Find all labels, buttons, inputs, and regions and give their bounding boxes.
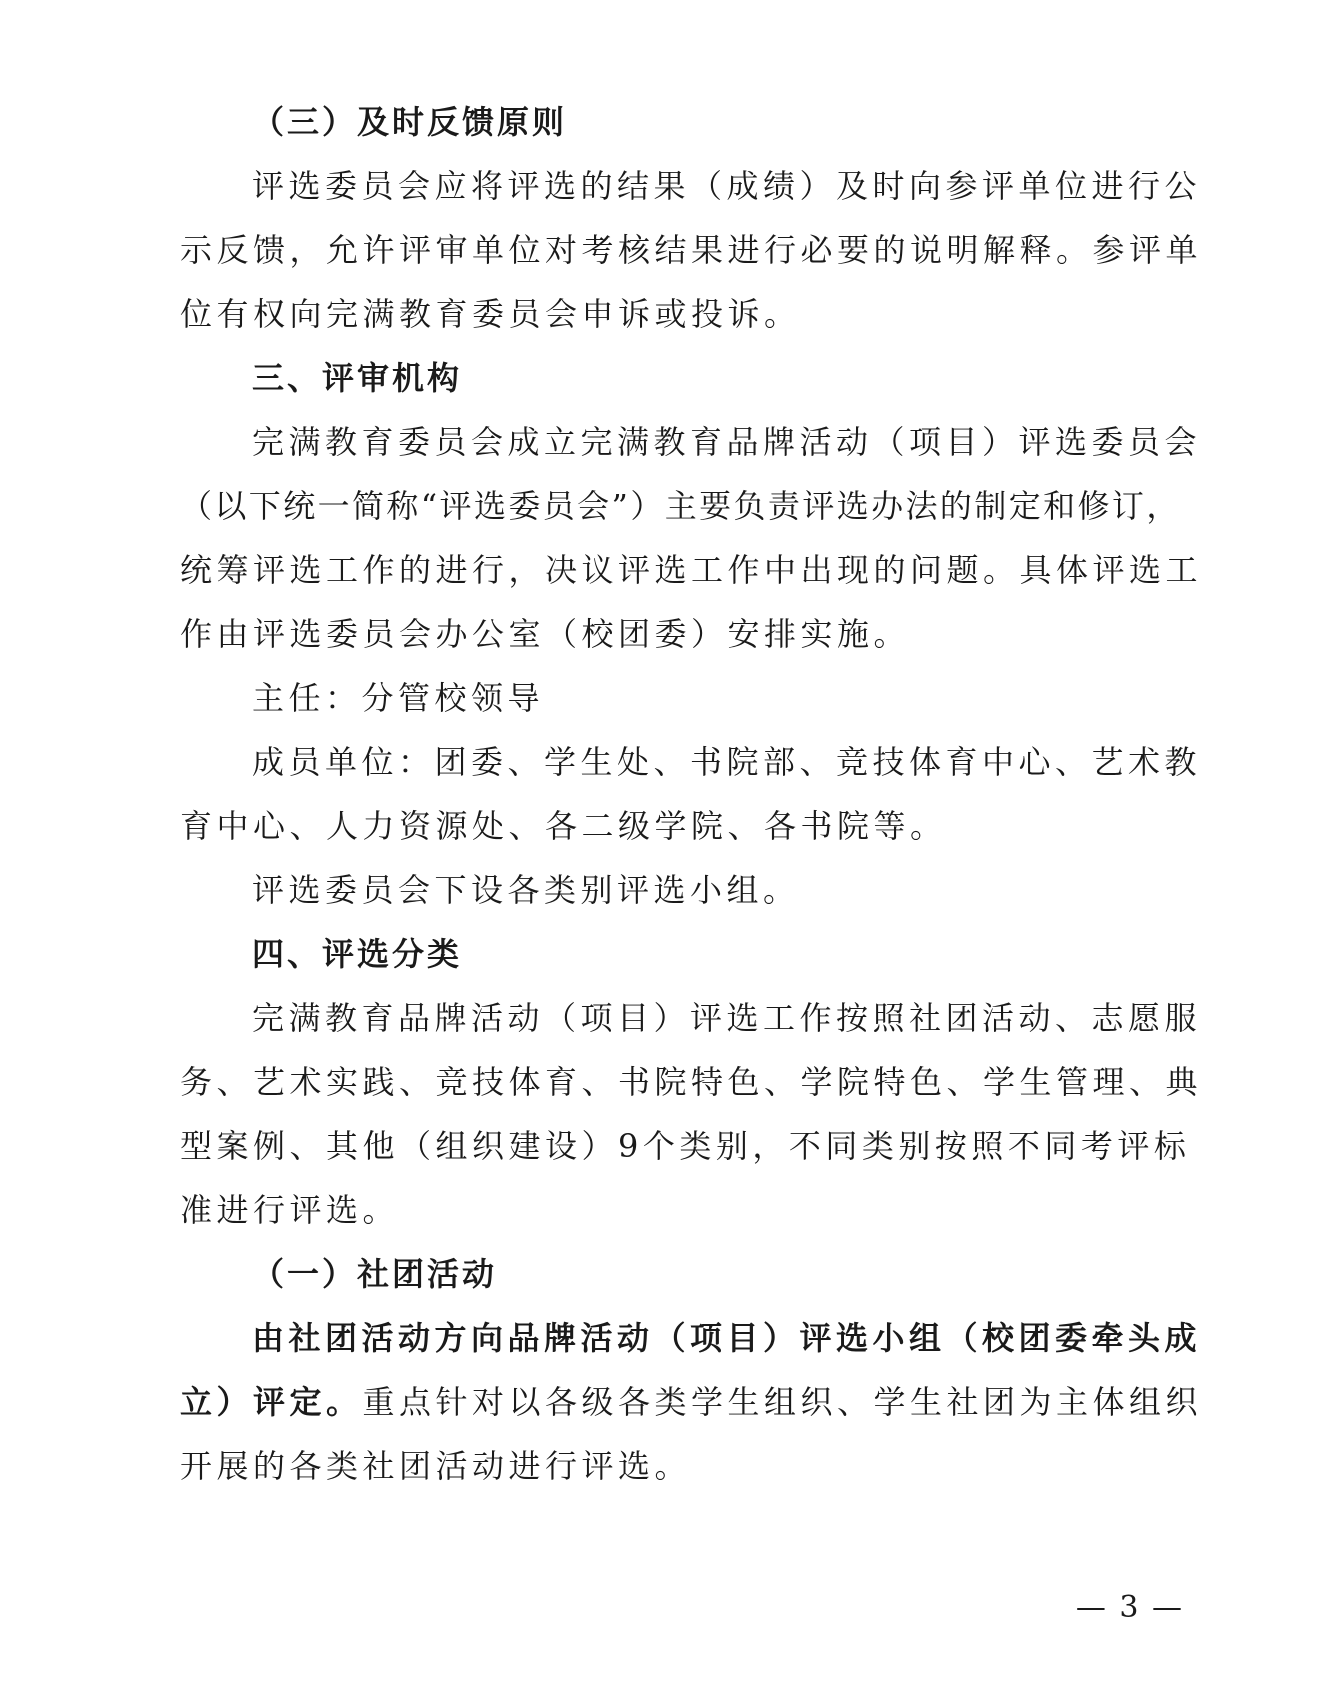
paragraph-line: 评选委员会应将评选的结果（成绩）及时向参评单位进行公 [252,167,1202,205]
paragraph-text: 重点针对以各级各类学生组织、学生社团为主体组织 [362,1383,1203,1421]
page-number: — 3 — [1075,1590,1184,1625]
document-page [180,90,1203,1498]
paragraph-line: 完满教育委员会成立完满教育品牌活动（项目）评选委员会 [252,423,1202,461]
paragraph-line-bold: 由社团活动方向品牌活动（项目）评选小组（校团委牵头成 [252,1319,1202,1357]
section-heading-timely-feedback: （三）及时反馈原则 [252,103,568,141]
section-heading-review-body: 三、评审机构 [252,359,463,397]
member-units-line: 成员单位：团委、学生处、书院部、竞技体育中心、艺术教 [252,743,1202,781]
paragraph-line: 准进行评选。 [180,1191,400,1229]
director-line: 主任：分管校领导 [252,679,545,717]
paragraph-line: 开展的各类社团活动进行评选。 [180,1447,692,1485]
paragraph-line: 评选委员会下设各类别评选小组。 [252,871,800,909]
paragraph-line: 作由评选委员会办公室（校团委）安排实施。 [180,615,911,653]
paragraph-line: 务、艺术实践、竞技体育、书院特色、学院特色、学生管理、典 [180,1063,1203,1101]
paragraph-line: 型案例、其他（组织建设）9个类别，不同类别按照不同考评标 [180,1127,1191,1165]
section-heading-club-activities: （一）社团活动 [252,1255,498,1293]
paragraph-line: 完满教育品牌活动（项目）评选工作按照社团活动、志愿服 [252,999,1202,1037]
paragraph-line: 统筹评选工作的进行，决议评选工作中出现的问题。具体评选工 [180,551,1203,589]
bold-lead-text: 立）评定。 [180,1383,363,1421]
paragraph-line: 育中心、人力资源处、各二级学院、各书院等。 [180,807,947,845]
section-heading-categories: 四、评选分类 [252,935,463,973]
paragraph-line [180,1370,1203,1434]
paragraph-line: 示反馈，允许评审单位对考核结果进行必要的说明解释。参评单 [180,231,1203,269]
paragraph-line: 位有权向完满教育委员会申诉或投诉。 [180,295,801,333]
paragraph-line: （以下统一简称“评选委员会”）主要负责评选办法的制定和修订， [180,487,1181,525]
